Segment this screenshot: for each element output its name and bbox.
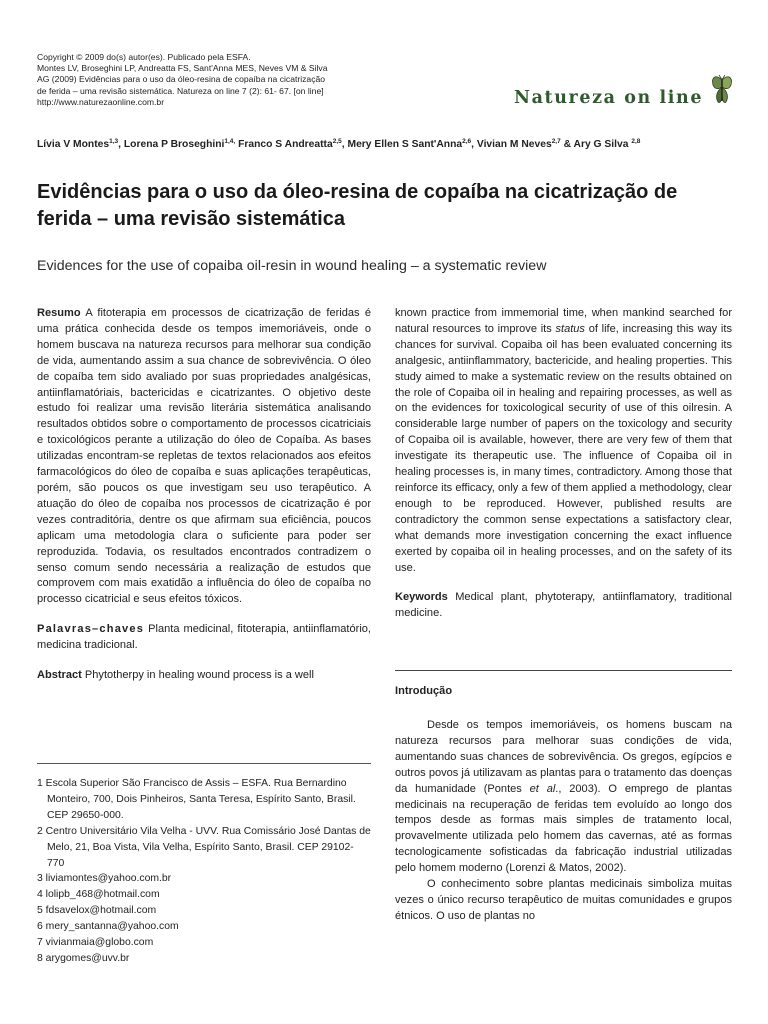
footnote-email[interactable]: 4 lolipb_468@hotmail.com [37, 889, 160, 901]
section-heading-introducao: Introdução [395, 685, 453, 697]
palavras-paragraph [37, 622, 371, 654]
citation-line: Montes LV, Broseghini LP, Andreatta FS, Sant'Anna MES, Neves VM & Silva [37, 63, 328, 74]
intro-italic-etal: et al [529, 782, 556, 795]
footnote-affiliation: 2 Centro Universitário Vila Velha - UVV. Rua Comissário José Dantas de Melo, 21, Boa Vista, Vila Velha, Espírito Santo, Brasil. CEP 29102-770 [37, 825, 371, 869]
author-affiliation: 2,5 [332, 138, 342, 145]
palavras-text: Planta medicinal, fitoterapia, antiinflamatório, medicina tradicional. [37, 623, 371, 652]
resumo-label: Resumo [37, 307, 81, 319]
author-affiliation: 2,6 [462, 138, 472, 145]
copyright-line: Copyright © 2009 do(s) autor(es). Publicado pela ESFA. [37, 52, 251, 62]
citation-line: AG (2009) Evidências para o uso da óleo-resina de copaíba na cicatrização [37, 74, 326, 85]
logo-text: Natureza on line [514, 88, 704, 108]
intro-paragraph [395, 718, 732, 877]
keywords-paragraph [395, 590, 732, 622]
section-divider [395, 670, 732, 671]
footnote-email[interactable]: 7 vivianmaia@globo.com [37, 937, 154, 949]
author-affiliation: 1,3 [109, 138, 119, 145]
journal-logo [512, 74, 734, 114]
palavras-label: Palavras–chaves [37, 623, 145, 636]
intro-paragraph: O conhecimento sobre plantas medicinais simboliza muitas vezes o único recurso terapêutico de muitas comunidades e grupos étnicos. O uso de plantas no [395, 878, 732, 922]
intro-text: ., 2003). O emprego de plantas medicinais na recuperação de feridas tem evoluído ao longo dos tempos desde as formas mais simples de tratamento local, provavelmente utilizada pelo homem das cavernas, até as formas tecnologicamente sofisticadas da fabricação industrial utilizadas pelo homem moderno (Lorenzi & Matos, 2002). [395, 782, 732, 875]
keywords-label: Keywords [395, 591, 448, 604]
right-column [395, 306, 732, 622]
author-affiliation: 1,4, [224, 138, 236, 145]
author-name: Franco S Andreatta [238, 139, 333, 150]
introducao-body [395, 718, 732, 925]
author-affiliation: 2,8 [631, 138, 641, 145]
footnote-email[interactable]: 6 mery_santanna@yahoo.com [37, 921, 179, 933]
abstract-text-continued: of life, increasing this way its chances for survival. Copaiba oil has been evaluated concerning its analgesic, antiinflammatory, bactericide, and healing properties. This study aimed to make a systematic review on the results obtained on the role of Copaiba oil in healing and repairing processes, as well as on the evidences for toxicological security of use of this oilresin. A considerable large number of papers on the toxicology and security of Copaiba oil is available, however, there are very few of them that investigate its therapeutic use. The influence of Copaiba oil in healing processes is, in many times, contradictory. Among those that reinforce its efficacy, only a few of them applied a methodology, clear enough to be reproduced. However, published results are contradictory the common sense expectations a satisfactory clear, what demands more investigation concerning the exact influence exerted by copaiba oil in healing processes, and on the safety of its use. [395, 322, 732, 574]
author-name: Lívia V Montes [37, 139, 110, 150]
left-column [37, 306, 371, 684]
intro-text: Desde os tempos imemoriáveis, os homens buscam na natureza recursos para melhorar suas condições de vida, aumentando suas chances de sobrevivência. Os gregos, egípcios e outros povos já utilizavam as plantas para o tratamento das doenças da humanidade (Pontes [395, 719, 732, 795]
citation-line: de ferida – uma revisão sistemática. Natureza on line 7 (2): 61- 67. [on line] [37, 85, 324, 96]
abstract-italic-status: status [555, 322, 585, 335]
abstract-label: Abstract [37, 669, 82, 682]
journal-url[interactable]: http://www.naturezaonline.com.br [37, 96, 165, 107]
resumo-text: A fitoterapia em processos de cicatrização de feridas é uma prática conhecida desde os tempos imemoriáveis, onde o homem buscava na natureza recursos para melhorar sua condição de vida, aumentando assim a sua chance de sobrevivência. O óleo de copaíba tem sido avaliado por suas propriedades analgésicas, antiinflamatóriais, bactericidas e cicatrizantes. O objetivo deste estudo foi realizar uma revisão literária sistemática analisando resultados obtidos sobre o comportamento de processos cicatriciais e toxicológicos perante a utilização do óleo de Copaíba. As bases utilizadas encontram-se repletas de textos relacionados aos efeitos farmacológicos do óleo de copaíba e suas aplicações terapêuticas, porém, são poucos os que investigam seu uso terapêutico. A atuação do óleo de copaíba nos processos de cicatrização é por vezes contraditória, dentre os que afirmam sua eficiência, poucos aplicam uma metodologia clara o suficiente para poder ser reproduzida. Todavia, os resultados encontrados contradizem o senso comum sendo necessária a realização de estudos que comprovem com mais exatidão a influência do óleo de copaíba no processo cicatricial e seus efeitos tóxicos. [37, 307, 371, 606]
footnote-email[interactable]: 8 arygomes@uvv.br [37, 952, 130, 964]
footnote-email[interactable]: 3 liviamontes@yahoo.com.br [37, 873, 172, 885]
footnotes [37, 776, 371, 967]
resumo-paragraph [37, 306, 371, 608]
abstract-paragraph-continued [395, 306, 732, 576]
author-name: Vivian M Neves [476, 139, 552, 150]
keywords-text: Medical plant, phytoterapy, antiinflamatory, traditional medicine. [395, 591, 732, 620]
copyright-block [37, 52, 367, 108]
footnote-email[interactable]: 5 fdsavelox@hotmail.com [37, 905, 157, 917]
abstract-text-start: Phytotherpy in healing wound process is a well [84, 669, 314, 682]
abstract-text-continued: known practice from immemorial time, when mankind searched for natural resources to improve its [395, 307, 732, 335]
paper-subtitle: Evidences for the use of copaiba oil-resin in wound healing – a systematic review [37, 258, 547, 274]
footnote-affiliation: 1 Escola Superior São Francisco de Assis – ESFA. Rua Bernardino Monteiro, 700, Dois Pinheiros, Santa Teresa, Espírito Santo, Brasil. CEP 29650-000. [37, 778, 356, 821]
author-name: Mery Ellen S Sant'Anna [347, 139, 463, 150]
paper-title: Evidências para o uso da óleo-resina de copaíba na cicatrização de ferida – uma revisão sistemática [37, 181, 678, 230]
author-name: Lorena P Broseghini [123, 139, 225, 150]
butterfly-icon [710, 74, 734, 106]
abstract-paragraph-start [37, 668, 371, 684]
author-name: Ary G Silva [573, 139, 629, 150]
footnote-divider [37, 763, 371, 764]
author-affiliation: 2,7 [551, 138, 561, 145]
author-list: Lívia V Montes$^{1,3}$, Lorena P Broseghini$^{1,4,}$ Franco S Andreatta$^{2,5}$, Mery Ellen S Sant'Anna$^{2,6}$, Vivian M Neves$^{2,7}$ & Ary G Silva $^{2,8}$ [37, 138, 641, 150]
